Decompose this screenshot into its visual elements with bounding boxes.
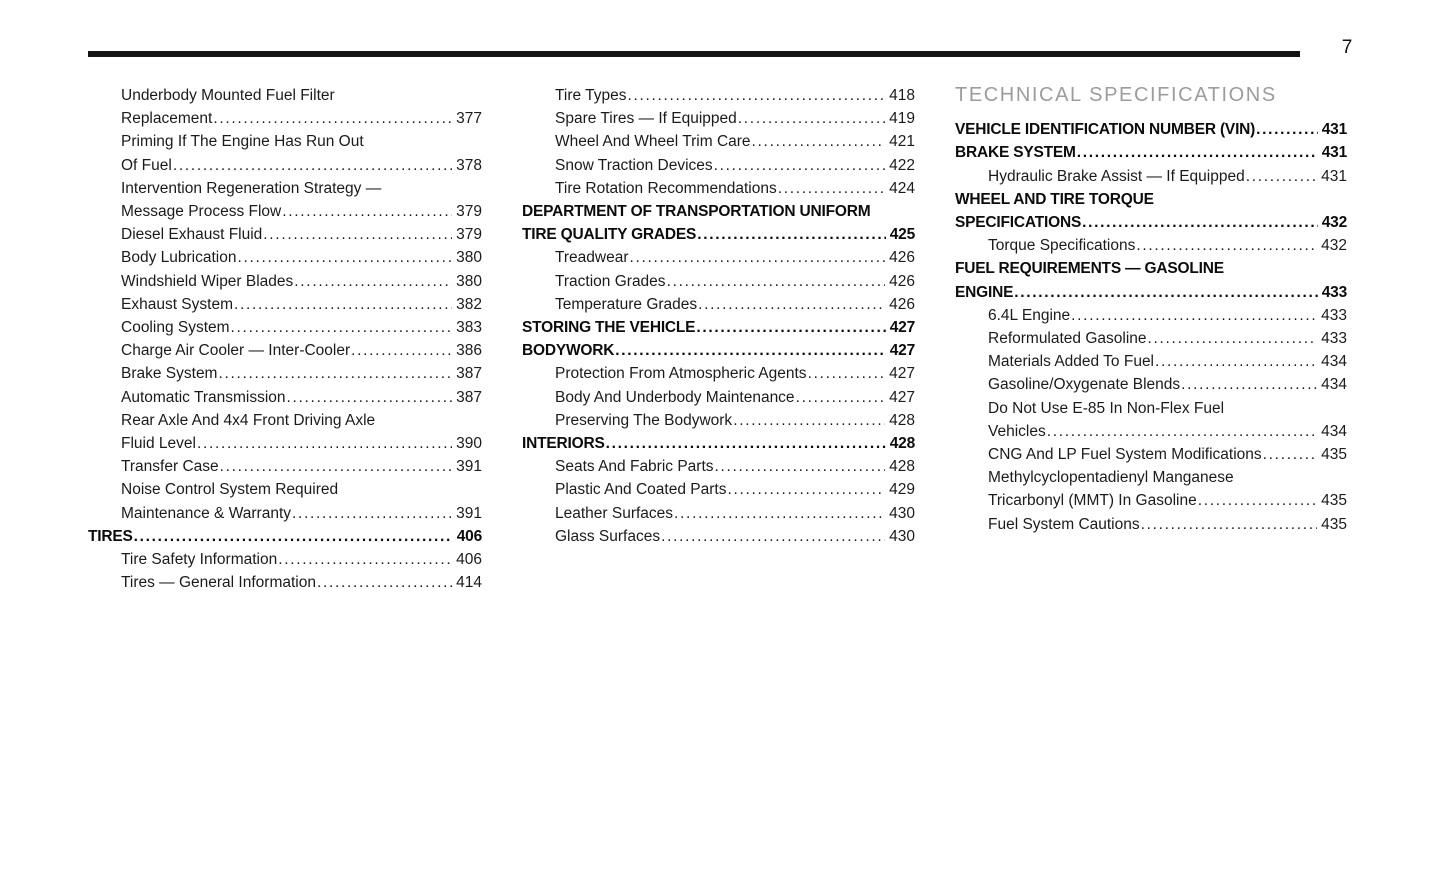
toc-entry-line xyxy=(88,246,482,269)
toc-entry-label: Torque Specifications xyxy=(988,237,1136,255)
toc-entry-page: 391 xyxy=(456,504,482,522)
dot-leader xyxy=(796,386,886,409)
toc-entry-label: Snow Traction Devices xyxy=(555,156,713,174)
toc-entry-line xyxy=(88,293,482,316)
toc-entry-page: 427 xyxy=(889,342,915,360)
toc-entry-page: 391 xyxy=(456,458,482,476)
toc-entry-page: 379 xyxy=(456,226,482,244)
toc-entry-line xyxy=(955,420,1347,443)
toc-entry-line xyxy=(88,316,482,339)
toc-entry-page: 432 xyxy=(1321,237,1347,255)
toc-entry-line xyxy=(522,293,915,316)
dot-leader xyxy=(667,270,886,293)
toc-entry-page: 428 xyxy=(889,411,915,429)
toc-entry-label: Exhaust System xyxy=(121,295,233,313)
toc-entry-page: 433 xyxy=(1321,306,1347,324)
toc-entry-line xyxy=(522,525,915,548)
toc-entry-line xyxy=(88,84,482,107)
dot-leader xyxy=(674,502,885,525)
dot-leader xyxy=(287,386,453,409)
toc-entry-page: 426 xyxy=(889,272,915,290)
toc-entry-line xyxy=(88,432,482,455)
toc-entry-label: Leather Surfaces xyxy=(555,504,674,522)
toc-entry-label: VEHICLE IDENTIFICATION NUMBER (VIN) xyxy=(955,121,1256,139)
toc-entry-label: TIRES xyxy=(88,527,133,545)
dot-leader xyxy=(292,502,452,525)
toc-entry-line xyxy=(88,107,482,130)
toc-entry-page: 434 xyxy=(1321,422,1347,440)
toc-entry-label: BODYWORK xyxy=(522,342,615,360)
toc-entry-label: Brake System xyxy=(121,365,218,383)
toc-entry-line xyxy=(88,455,482,478)
dot-leader xyxy=(698,293,885,316)
toc-entry-label: Noise Control System Required xyxy=(121,481,339,499)
toc-entry-line xyxy=(522,339,915,362)
dot-leader xyxy=(697,223,886,246)
dot-leader xyxy=(1071,304,1317,327)
toc-entry-line xyxy=(955,327,1347,350)
toc-entry-label: WHEEL AND TIRE TORQUE xyxy=(955,190,1154,208)
toc-entry-page: 387 xyxy=(456,388,482,406)
toc-entry-page: 426 xyxy=(889,249,915,267)
toc-entry-label: Tire Rotation Recommendations xyxy=(555,179,777,197)
toc-entry-label: Hydraulic Brake Assist — If Equipped xyxy=(988,167,1245,185)
dot-leader xyxy=(628,84,886,107)
toc-entry-page: 380 xyxy=(456,249,482,267)
toc-entry-page: 433 xyxy=(1321,283,1347,301)
toc-entry-page: 426 xyxy=(889,295,915,313)
toc-column-right xyxy=(955,84,1347,536)
dot-leader xyxy=(1148,327,1318,350)
toc-entry-label: Plastic And Coated Parts xyxy=(555,481,727,499)
dot-leader xyxy=(661,525,885,548)
toc-entry-line xyxy=(955,466,1347,489)
toc-entry-line xyxy=(955,397,1347,420)
toc-entry-line xyxy=(88,571,482,594)
toc-entry-label: Priming If The Engine Has Run Out xyxy=(121,133,364,151)
toc-column-left xyxy=(88,84,482,594)
dot-leader xyxy=(752,130,886,153)
dot-leader xyxy=(733,409,885,432)
toc-entry-label: Materials Added To Fuel xyxy=(988,353,1155,371)
toc-entry-page: 429 xyxy=(889,481,915,499)
toc-entry-line xyxy=(522,223,915,246)
toc-entry-label: Protection From Atmospheric Agents xyxy=(555,365,807,383)
toc-entry-label: Maintenance & Warranty xyxy=(121,504,292,522)
toc-entry-label: Wheel And Wheel Trim Care xyxy=(555,133,751,151)
toc-entry-page: 431 xyxy=(1321,167,1347,185)
dot-leader xyxy=(1047,420,1317,443)
toc-entry-label: Tires — General Information xyxy=(121,574,316,592)
toc-entry-line xyxy=(88,478,482,501)
toc-entry-line xyxy=(955,489,1347,512)
dot-leader xyxy=(1082,211,1318,234)
toc-entry-label: TIRE QUALITY GRADES xyxy=(522,226,697,244)
toc-entry-line xyxy=(955,257,1347,280)
toc-entry-label: Spare Tires — If Equipped xyxy=(555,110,737,128)
toc-entry-label: DEPARTMENT OF TRANSPORTATION UNIFORM xyxy=(522,203,871,221)
toc-entry-line xyxy=(522,107,915,130)
toc-entry-page: 377 xyxy=(456,110,482,128)
toc-entry-line xyxy=(522,246,915,269)
toc-entry-line xyxy=(88,409,482,432)
toc-entry-line xyxy=(522,362,915,385)
toc-entry-page: 424 xyxy=(889,179,915,197)
toc-entry-page: 382 xyxy=(456,295,482,313)
page-number: 7 xyxy=(1341,37,1353,58)
toc-entry-line xyxy=(522,455,915,478)
toc-entry-page: 406 xyxy=(456,527,482,545)
toc-entry-label: BRAKE SYSTEM xyxy=(955,144,1076,162)
toc-entry-line xyxy=(522,502,915,525)
dot-leader xyxy=(197,432,452,455)
dot-leader xyxy=(1198,489,1317,512)
toc-entry-page: 435 xyxy=(1321,515,1347,533)
toc-entry-line xyxy=(88,548,482,571)
toc-entry-label: Transfer Case xyxy=(121,458,219,476)
dot-leader xyxy=(213,107,452,130)
toc-entry-line xyxy=(955,281,1347,304)
dot-leader xyxy=(317,571,452,594)
toc-entry-line xyxy=(522,270,915,293)
toc-entry-label: ENGINE xyxy=(955,283,1014,301)
toc-entry-line xyxy=(88,223,482,246)
toc-entry-label: SPECIFICATIONS xyxy=(955,214,1082,232)
toc-entry-label: Temperature Grades xyxy=(555,295,698,313)
toc-entry-label: Tricarbonyl (MMT) In Gasoline xyxy=(988,492,1197,510)
toc-entry-page: 421 xyxy=(889,133,915,151)
toc-column-middle xyxy=(522,84,915,548)
toc-entry-label: INTERIORS xyxy=(522,435,605,453)
toc-entry-line xyxy=(88,177,482,200)
toc-entry-line xyxy=(522,130,915,153)
toc-entry-line xyxy=(522,478,915,501)
dot-leader xyxy=(715,455,886,478)
dot-leader xyxy=(1077,141,1318,164)
dot-leader xyxy=(218,362,452,385)
toc-entry-page: 383 xyxy=(456,319,482,337)
toc-entry-label: STORING THE VEHICLE xyxy=(522,319,696,337)
toc-entry-line xyxy=(522,200,915,223)
dot-leader xyxy=(778,177,885,200)
dot-leader xyxy=(714,154,885,177)
dot-leader xyxy=(237,246,452,269)
dot-leader xyxy=(696,316,885,339)
toc-entry-label: Do Not Use E-85 In Non-Flex Fuel xyxy=(988,399,1225,417)
toc-entry-line xyxy=(955,141,1347,164)
toc-entry-line xyxy=(955,118,1347,141)
toc-entry-page: 434 xyxy=(1321,353,1347,371)
toc-entry-page: 427 xyxy=(889,388,915,406)
dot-leader xyxy=(263,223,452,246)
dot-leader xyxy=(630,246,886,269)
toc-entry-line xyxy=(88,200,482,223)
toc-entry-page: 435 xyxy=(1321,446,1347,464)
dot-leader xyxy=(1246,165,1317,188)
dot-leader xyxy=(1014,281,1318,304)
toc-entry-page: 428 xyxy=(889,435,915,453)
toc-entry-page: 425 xyxy=(889,226,915,244)
dot-leader xyxy=(351,339,452,362)
toc-entry-line xyxy=(522,316,915,339)
toc-entry-page: 378 xyxy=(456,156,482,174)
toc-entry-page: 435 xyxy=(1321,492,1347,510)
dot-leader xyxy=(278,548,452,571)
dot-leader xyxy=(234,293,452,316)
toc-entry-page: 431 xyxy=(1321,144,1347,162)
toc-entry-line xyxy=(955,188,1347,211)
toc-entry-page: 434 xyxy=(1321,376,1347,394)
toc-entry-label: Gasoline/Oxygenate Blends xyxy=(988,376,1181,394)
toc-entry-line xyxy=(522,409,915,432)
toc-entry-line xyxy=(955,234,1347,257)
toc-entry-line xyxy=(88,525,482,548)
toc-entry-page: 428 xyxy=(889,458,915,476)
toc-entry-page: 380 xyxy=(456,272,482,290)
toc-entry-label: Body Lubrication xyxy=(121,249,237,267)
toc-entry-label: Windshield Wiper Blades xyxy=(121,272,294,290)
toc-entry-page: 427 xyxy=(889,365,915,383)
dot-leader xyxy=(294,270,452,293)
toc-entry-line xyxy=(522,84,915,107)
toc-entry-label: Tire Types xyxy=(555,87,627,104)
dot-leader xyxy=(1263,443,1317,466)
toc-entry-label: Underbody Mounted Fuel Filter xyxy=(121,87,335,104)
toc-entry-label: Tire Safety Information xyxy=(121,551,278,569)
dot-leader xyxy=(1141,513,1318,536)
toc-entry-page: 418 xyxy=(889,87,915,104)
toc-entry-page: 414 xyxy=(456,574,482,592)
toc-entry-label: Rear Axle And 4x4 Front Driving Axle xyxy=(121,411,376,429)
toc-entry-page: 390 xyxy=(456,435,482,453)
toc-entry-page: 419 xyxy=(889,110,915,128)
dot-leader xyxy=(1256,118,1318,141)
toc-entry-line xyxy=(88,339,482,362)
dot-leader xyxy=(173,154,452,177)
toc-entry-page: 431 xyxy=(1321,121,1347,139)
toc-entry-label: 6.4L Engine xyxy=(988,306,1071,324)
toc-entry-page: 379 xyxy=(456,203,482,221)
toc-entry-label: CNG And LP Fuel System Modifications xyxy=(988,446,1262,464)
toc-entry-label: Preserving The Bodywork xyxy=(555,411,733,429)
toc-entry-page: 430 xyxy=(889,527,915,545)
toc-entry-page: 432 xyxy=(1321,214,1347,232)
toc-entry-label: Methylcyclopentadienyl Manganese xyxy=(988,469,1234,487)
toc-entry-line xyxy=(88,154,482,177)
toc-entry-line xyxy=(88,130,482,153)
toc-entry-label: Replacement xyxy=(121,110,213,128)
toc-entry-label: Charge Air Cooler — Inter-Cooler xyxy=(121,342,351,360)
toc-entry-label: Vehicles xyxy=(988,422,1046,440)
toc-entry-line xyxy=(88,270,482,293)
toc-entry-line xyxy=(955,350,1347,373)
toc-entry-label: Traction Grades xyxy=(555,272,666,290)
dot-leader xyxy=(282,200,452,223)
dot-leader xyxy=(1136,234,1317,257)
toc-entry-label: Diesel Exhaust Fluid xyxy=(121,226,263,244)
toc-entry-page: 422 xyxy=(889,156,915,174)
toc-entry-line xyxy=(955,373,1347,396)
dot-leader xyxy=(1181,373,1317,396)
toc-entry-page: 406 xyxy=(456,551,482,569)
toc-entry-page: 387 xyxy=(456,365,482,383)
toc-entry-page: 433 xyxy=(1321,330,1347,348)
dot-leader xyxy=(727,478,885,501)
section-heading: TECHNICAL SPECIFICATIONS xyxy=(955,84,1277,106)
toc-entry-page: 386 xyxy=(456,342,482,360)
dot-leader xyxy=(220,455,453,478)
toc-entry-line xyxy=(955,165,1347,188)
toc-entry-line xyxy=(522,386,915,409)
dot-leader xyxy=(808,362,886,385)
toc-entry-label: Fuel System Cautions xyxy=(988,515,1140,533)
toc-entry-label: Automatic Transmission xyxy=(121,388,286,406)
toc-entry-label: Treadwear xyxy=(555,249,629,267)
toc-entry-line xyxy=(88,362,482,385)
dot-leader xyxy=(738,107,885,130)
toc-entry-label: Of Fuel xyxy=(121,156,172,174)
header-rule xyxy=(88,51,1300,57)
dot-leader xyxy=(606,432,886,455)
toc-entry-line xyxy=(955,304,1347,327)
toc-entry-line xyxy=(522,177,915,200)
toc-entry-label: Cooling System xyxy=(121,319,230,337)
dot-leader xyxy=(231,316,453,339)
toc-entry-line xyxy=(88,386,482,409)
toc-entry-label: Glass Surfaces xyxy=(555,527,661,545)
toc-entry-line xyxy=(955,443,1347,466)
dot-leader xyxy=(1155,350,1317,373)
toc-entry-label: FUEL REQUIREMENTS — GASOLINE xyxy=(955,260,1224,278)
toc-entry-line xyxy=(522,154,915,177)
toc-entry-line xyxy=(522,432,915,455)
dot-leader xyxy=(615,339,885,362)
toc-entry-line xyxy=(955,513,1347,536)
toc-entry-label: Message Process Flow xyxy=(121,203,282,221)
toc-entry-label: Fluid Level xyxy=(121,435,196,453)
toc-entry-line xyxy=(955,211,1347,234)
toc-entry-page: 430 xyxy=(889,504,915,522)
toc-entry-line xyxy=(88,502,482,525)
toc-entry-label: Body And Underbody Maintenance xyxy=(555,388,795,406)
toc-entry-label: Intervention Regeneration Strategy — xyxy=(121,179,382,197)
toc-entry-label: Seats And Fabric Parts xyxy=(555,458,714,476)
toc-entry-page: 427 xyxy=(889,319,915,337)
dot-leader xyxy=(134,525,453,548)
toc-entry-label: Reformulated Gasoline xyxy=(988,330,1147,348)
